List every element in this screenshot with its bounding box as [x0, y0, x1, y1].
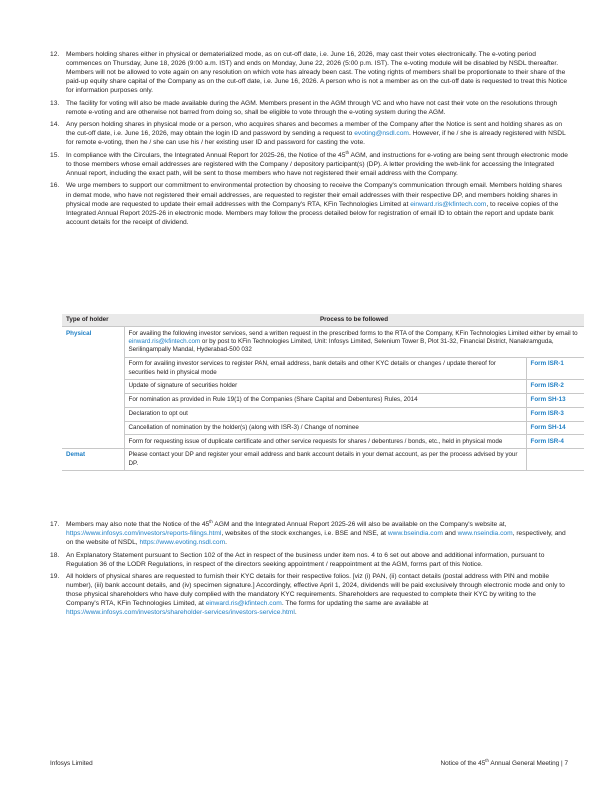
inline-link[interactable]: https://www.infosys.com/investors/reports-filings.html	[66, 530, 222, 538]
text-run: An Explanatory Statement pursuant to Section 102 of the Act in respect of the business under item nos. 4 to 6 set out above and additional information, pursuant to Regulation 36 of the LODR Regulations, in respect of the directors seeking appointment / reappointment at the AGM, forms part of this Notice.	[66, 551, 545, 568]
item-number: 14.	[50, 121, 60, 129]
item-number: 18.	[50, 551, 60, 559]
list-item	[50, 99, 568, 117]
text-run: .	[294, 609, 297, 617]
item-text	[66, 99, 568, 117]
table-row	[62, 449, 584, 471]
list-item	[50, 572, 568, 617]
superscript: th	[345, 149, 350, 155]
text-run: Any person holding shares in physical mode or a person, who acquires shares and becomes a member of the Company after the Notice is sent and holding shares as on the cut-off date, i.e. June 16, 2026, may obtain the login ID and password by sending a request to	[66, 121, 563, 138]
text-run: All holders of physical shares are requested to furnish their KYC details for their respective folios. [viz (i) PAN, (ii) contact details (postal address with PIN and mobile number), (iii) bank account details, and (iv) specimen signature.] Accordingly, effective April 1, 2024, dividends will be paid exclusively through electronic mode and only to those physical shareholders who have duly complied with the mandatory KYC requirements. Shareholders are requested to complete their KYC by writing to the Company's RTA, KFin Technologies Limited, at	[66, 573, 565, 608]
holder-type-physical: Physical	[62, 327, 124, 449]
demat-description: Please contact your DP and register your email address and bank account details in your demat account, as per the process advised by your DP.	[124, 449, 526, 471]
form-link[interactable]: Form ISR-3	[526, 407, 584, 421]
footer-notice-post: Annual General Meeting | 7	[488, 760, 568, 767]
item-number: 16.	[50, 182, 60, 190]
service-description: Update of signature of securities holder	[124, 380, 526, 394]
table-row	[62, 358, 584, 380]
inline-link[interactable]: www.bseindia.com	[387, 530, 443, 538]
list-item	[50, 520, 568, 547]
table-row	[62, 327, 584, 358]
table-row	[62, 407, 584, 421]
header-process: Process to be followed	[124, 314, 584, 327]
item-text	[66, 520, 568, 547]
text-run: Members holding shares either in physical or dematerialized mode, as on cut-off date, i.e. June 16, 2026, may cast their votes electronically. The e-voting period commences on Thursday, June 18, 2026 (9:00 a.m. IST) and ends on Monday, June 22, 2026 (5:00 p.m. IST). The e-voting module will be disabled by NSDL thereafter. Members will not be allowed to vote again on any resolution on which vote has already been cast. The voting rights of members shall be proportionate to their share of the paid-up equity share capital of the Company as on the cut-off date, i.e. June 16, 2026. A person who is not a member as on the cut-off date is requested to treat this Notice for information purposes only.	[66, 51, 568, 95]
text-run: AGM and the Integrated Annual Report 2025-26 will also be available on the Company's website at,	[212, 521, 507, 528]
item-number: 13.	[50, 99, 60, 107]
inline-link[interactable]: einward.ris@kfintech.com	[128, 338, 201, 345]
item-text	[66, 120, 568, 147]
text-run: AGM, and instructions for e-voting are being sent through electronic mode to those members whose email addresses are registered with the Company / depository participant(s) (DP). A letter providing the web-link for accessing the Integrated Annual report, including the exact path, will be sent to those members who have not registered their email address with the Company.	[66, 151, 568, 178]
text-run: Members may also note that the Notice of the 45	[66, 521, 210, 528]
list-item	[50, 50, 568, 95]
item-text	[66, 151, 568, 178]
list-item	[50, 151, 568, 178]
text-run: For availing the following investor services, send a written request in the prescribed forms to the RTA of the Company, KFin Technologies Limited either by email to	[128, 329, 578, 337]
list-item	[50, 181, 568, 226]
text-run: .	[225, 539, 227, 547]
holder-type-demat: Demat	[62, 449, 124, 471]
list-item	[50, 120, 568, 147]
empty-form-cell	[526, 449, 584, 471]
item-number: 12.	[50, 51, 60, 58]
table-row	[62, 435, 584, 449]
form-link[interactable]: Form ISR-1	[526, 358, 584, 380]
item-text	[66, 50, 568, 95]
item-text	[66, 572, 568, 617]
physical-intro	[124, 327, 584, 358]
text-run: In compliance with the Circulars, the Integrated Annual Report for 2025-26, the Notice of the 45	[66, 151, 346, 159]
service-description: Declaration to opt out	[124, 407, 526, 421]
service-description: Form for availing investor services to register PAN, email address, bank details and other KYC details or changes / update thereof for securities held in physical mode	[124, 358, 526, 380]
text-run: or by post to KFin Technologies Limited, Unit: Infosys Limited, Selenium Tower B, Plot 31-32, Financial District, Nanakramguda, Serilingampally Mandal, Hyderabad-500 032	[128, 338, 554, 354]
investor-services-table-wrap	[0, 314, 584, 471]
text-run: . The forms for updating the same are available at	[281, 600, 429, 608]
inline-link[interactable]: einward.ris@kfintech.com	[205, 600, 282, 608]
item-number: 17.	[50, 521, 60, 528]
superscript: th	[209, 518, 213, 524]
header-type-of-holder: Type of holder	[62, 314, 124, 327]
table-row	[62, 380, 584, 394]
inline-link[interactable]: www.nseindia.com	[457, 530, 513, 538]
inline-link[interactable]: https://www.infosys.com/investors/shareholder-services/investors-service.html	[66, 609, 295, 617]
text-run: , respectively, and on the website of NSDL,	[66, 530, 566, 547]
form-link[interactable]: Form ISR-2	[526, 380, 584, 394]
service-description: Form for requesting issue of duplicate certificate and other service requests for shares / debentures / bonds, etc., held in physical mode	[124, 435, 526, 449]
item-text	[66, 551, 568, 569]
page-footer	[50, 757, 568, 767]
form-link[interactable]: Form SH-13	[526, 393, 584, 407]
footer-notice-sup: th	[485, 757, 489, 763]
inline-link[interactable]: evoting@nsdl.com	[354, 130, 409, 138]
footer-page-info	[440, 757, 568, 767]
notes-list-bottom	[50, 520, 568, 621]
text-run: . However, if he / she is already registered with NSDL for remote e-voting, then he / she can use his / her existing user ID and password for casting the vote.	[66, 130, 566, 147]
text-run: and	[442, 530, 458, 538]
inline-link[interactable]: https://www.evoting.nsdl.com	[139, 539, 226, 547]
form-link[interactable]: Form SH-14	[526, 421, 584, 435]
item-number: 15.	[50, 151, 60, 159]
notes-list-top	[50, 50, 568, 230]
inline-link[interactable]: einward.ris@kfintech.com	[410, 200, 487, 208]
footer-company: Infosys Limited	[50, 760, 93, 767]
list-item	[50, 551, 568, 569]
service-description: Cancellation of nomination by the holder(s) (along with ISR-3) / Change of nominee	[124, 421, 526, 435]
item-text	[66, 181, 568, 226]
service-description: For nomination as provided in Rule 19(1) of the Companies (Share Capital and Debentures) Rules, 2014	[124, 393, 526, 407]
table-row	[62, 421, 584, 435]
text-run: We urge members to support our commitment to environmental protection by choosing to receive the Company's communication through email. Members holding shares in demat mode, who have not registered their email addresses, are requested to register their email addresses with their respective DP, and members holding shares in physical mode are requested to update their email addresses with the Company's RTA, KFin Technologies Limited at	[66, 182, 563, 208]
text-run: , to receive copies of the Integrated Annual Report 2025-26 in electronic mode. Members may follow the process detailed below for registration of email ID to obtain the report and update bank account details for the receipt of dividend.	[66, 200, 559, 226]
text-run: , websites of the stock exchanges, i.e. BSE and NSE, at	[221, 530, 388, 538]
form-link[interactable]: Form ISR-4	[526, 435, 584, 449]
text-run: The facility for voting will also be made available during the AGM. Members present in the AGM through VC and who have not cast their vote on the resolutions through remote e-voting and are otherwise not barred from doing so, shall be eligible to vote through the e-voting system during the AGM.	[66, 99, 558, 116]
table-header-row	[62, 314, 584, 327]
table-row	[62, 393, 584, 407]
item-number: 19.	[50, 573, 60, 581]
footer-notice-pre: Notice of the 45	[440, 760, 486, 767]
investor-services-table	[62, 314, 584, 471]
